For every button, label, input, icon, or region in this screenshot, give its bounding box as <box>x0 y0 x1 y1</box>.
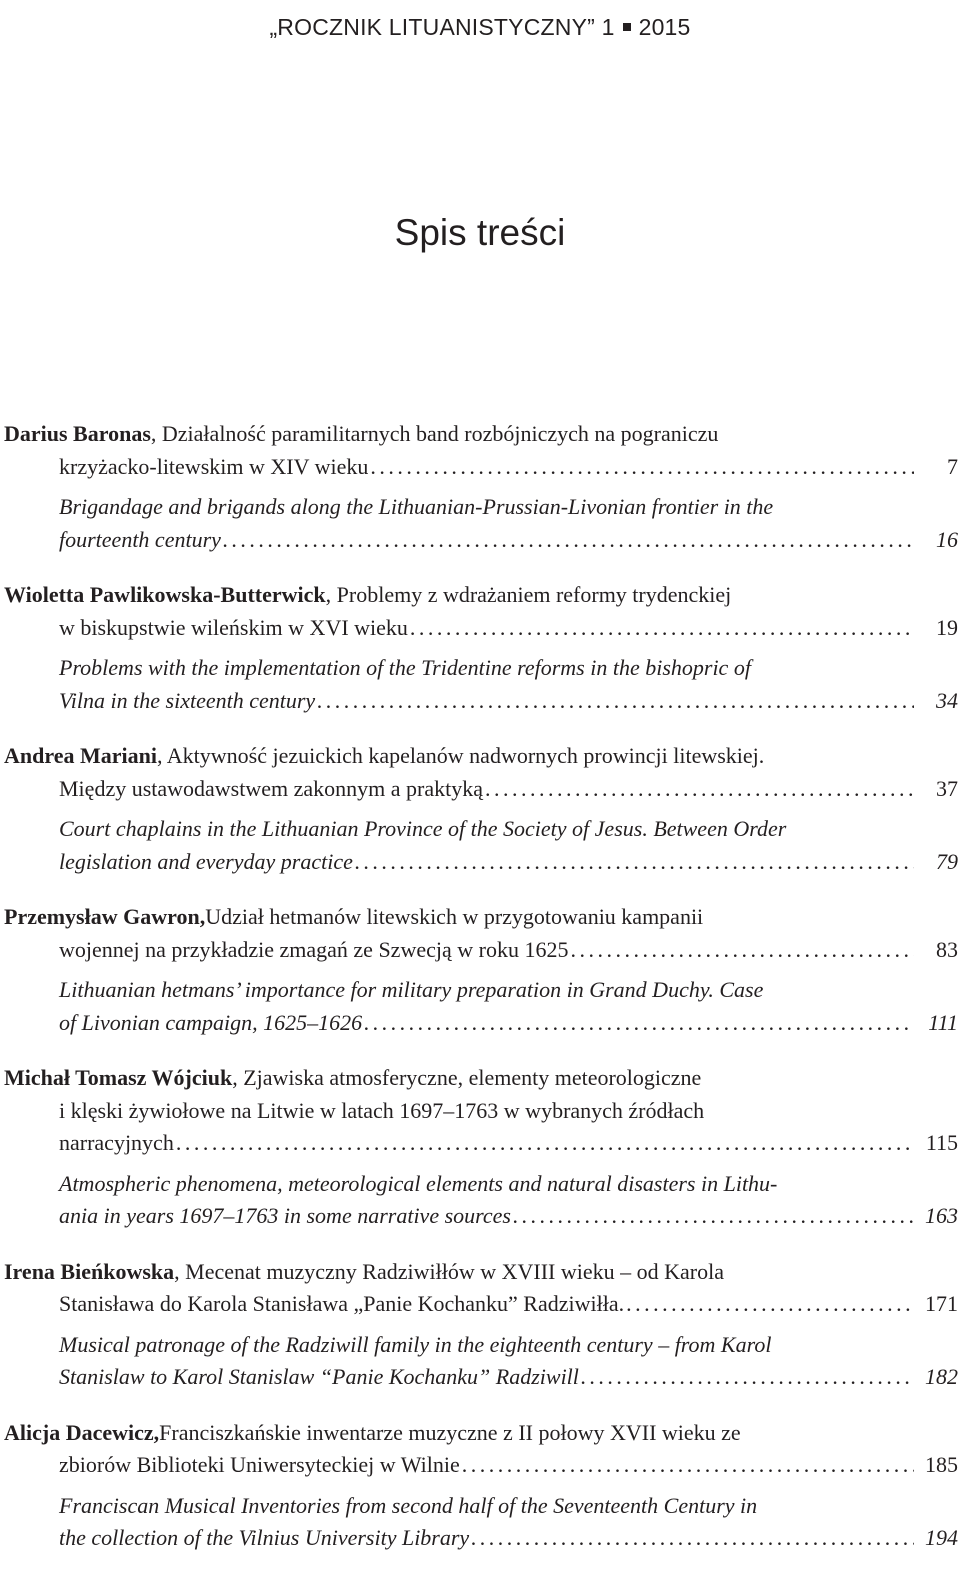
title-text: fourteenth century <box>59 526 221 552</box>
title-text: i klęski żywiołowe na Litwie w latach 1697–1763 w wybranych źródłach <box>59 1097 705 1123</box>
journal-title: „ROCZNIK LITUANISTYCZNY” 1 <box>269 14 615 40</box>
toc-line[interactable] <box>4 846 958 879</box>
page-number: 16 <box>936 526 958 552</box>
toc-line <box>4 1329 958 1362</box>
toc-line[interactable] <box>4 524 958 557</box>
title-text: Brigandage and brigands along the Lithuanian-Prussian-Livonian frontier in the <box>59 494 774 519</box>
toc-line <box>4 901 958 934</box>
toc-line[interactable] <box>4 1449 958 1482</box>
title-text: , Mecenat muzyczny Radziwiłłów w XVIII wieku – od Karola <box>174 1258 724 1284</box>
author-name: Alicja Dacewicz, <box>4 1419 160 1445</box>
dot-leader <box>570 934 914 967</box>
dot-leader <box>176 1127 914 1160</box>
toc-line[interactable] <box>4 1127 958 1160</box>
title-text: Franciszkańskie inwentarze muzyczne z II połowy XVII wieku ze <box>159 1419 741 1445</box>
dot-leader <box>513 1200 914 1233</box>
page-number: 7 <box>947 453 958 479</box>
dot-leader <box>471 1522 914 1555</box>
page-number: 19 <box>936 614 958 640</box>
title-text: , Zjawiska atmosferyczne, elementy meteorologiczne <box>232 1065 702 1090</box>
toc-entry <box>4 579 958 717</box>
page-number: 34 <box>936 687 958 713</box>
running-head <box>0 14 960 41</box>
toc-line[interactable] <box>4 1288 958 1321</box>
title-text: , Problemy z wdrażaniem reformy trydenckiej <box>325 582 732 607</box>
toc-line[interactable] <box>4 1522 958 1555</box>
toc-entry <box>4 1062 958 1233</box>
dot-leader <box>364 1007 914 1040</box>
toc-line <box>4 491 958 524</box>
toc-line <box>4 1256 958 1289</box>
polish-title <box>4 579 958 644</box>
toc-line[interactable] <box>4 1361 958 1394</box>
page-number: 79 <box>936 848 958 874</box>
author-name: Przemysław Gawron, <box>4 904 206 929</box>
toc-line[interactable] <box>4 1007 958 1040</box>
english-title <box>4 491 958 556</box>
page-number: 185 <box>925 1452 958 1477</box>
toc-line[interactable] <box>4 451 958 484</box>
title-text: ania in years 1697–1763 in some narrative sources <box>59 1203 511 1228</box>
page-number: 37 <box>936 775 958 801</box>
author-name: Andrea Mariani <box>4 743 157 768</box>
page-number: 163 <box>925 1203 958 1228</box>
page-number: 115 <box>925 1130 958 1155</box>
author-name: Wioletta Pawlikowska-Butterwick <box>4 582 326 607</box>
toc-line <box>4 1062 958 1095</box>
title-text: the collection of the Vilnius University Library <box>59 1525 470 1550</box>
dot-leader <box>355 846 914 879</box>
english-title <box>4 652 958 717</box>
title-text: Court chaplains in the Lithuanian Province of the Society of Jesus. Between Order <box>59 816 787 841</box>
toc-entry <box>4 740 958 878</box>
toc-line <box>4 652 958 685</box>
title-text: zbiorów Biblioteki Uniwersyteckiej w Wilnie <box>59 1452 460 1477</box>
title-text: , Działalność paramilitarnych band rozbójniczych na pograniczu <box>150 421 719 446</box>
title-text: , Aktywność jezuickich kapelanów nadwornych prowincji litewskiej. <box>156 743 765 768</box>
toc-line <box>4 974 958 1007</box>
toc-entry <box>4 1256 958 1394</box>
dot-leader <box>370 451 914 484</box>
title-text: Stanislaw to Karol Stanislaw “Panie Kochanku” Radziwill <box>59 1364 579 1389</box>
toc-line[interactable] <box>4 773 958 806</box>
toc-line[interactable] <box>4 612 958 645</box>
toc-entry <box>4 1417 958 1555</box>
square-bullet-icon <box>623 23 631 31</box>
title-text: Problems with the implementation of the Tridentine reforms in the bishopric of <box>59 655 751 680</box>
author-name: Irena Bieńkowska <box>4 1258 175 1284</box>
polish-title <box>4 418 958 483</box>
table-of-contents <box>4 418 958 1578</box>
toc-line[interactable] <box>4 934 958 967</box>
polish-title <box>4 740 958 805</box>
english-title <box>4 813 958 878</box>
english-title <box>4 1329 958 1394</box>
page-number: 182 <box>925 1364 958 1389</box>
toc-line <box>4 740 958 773</box>
toc-line <box>4 1095 958 1128</box>
toc-line <box>4 1417 958 1450</box>
toc-line <box>4 579 958 612</box>
polish-title <box>4 1256 958 1321</box>
dot-leader <box>410 612 914 645</box>
title-text: krzyżacko-litewskim w XIV wieku <box>59 453 369 479</box>
dot-leader <box>626 1288 914 1321</box>
journal-year: 2015 <box>638 14 691 40</box>
dot-leader <box>223 524 914 557</box>
author-name: Michał Tomasz Wójciuk <box>4 1065 233 1090</box>
dot-leader <box>485 773 914 806</box>
title-text: legislation and everyday practice <box>59 848 353 874</box>
title-text: narracyjnych <box>59 1130 174 1155</box>
title-text: Udział hetmanów litewskich w przygotowaniu kampanii <box>205 904 704 929</box>
english-title <box>4 1490 958 1555</box>
title-text: wojennej na przykładzie zmagań ze Szwecją w roku 1625 <box>59 936 569 962</box>
page-number: 83 <box>936 936 958 962</box>
title-text: Atmospheric phenomena, meteorological elements and natural disasters in Lithu- <box>59 1170 778 1196</box>
polish-title <box>4 1417 958 1482</box>
dot-leader <box>462 1449 914 1482</box>
dot-leader <box>581 1361 914 1394</box>
polish-title <box>4 1062 958 1160</box>
title-text: Franciscan Musical Inventories from second half of the Seventeenth Century in <box>59 1492 758 1518</box>
title-text: of Livonian campaign, 1625–1626 <box>59 1009 363 1035</box>
toc-entry <box>4 418 958 556</box>
toc-line <box>4 1490 958 1523</box>
toc-line[interactable] <box>4 1200 958 1233</box>
title-text: Stanisława do Karola Stanisława „Panie Kochanku” Radziwiłła. <box>59 1291 625 1316</box>
page-title: Spis treści <box>394 212 566 253</box>
toc-line <box>4 418 958 451</box>
toc-line[interactable] <box>4 685 958 718</box>
toc-line <box>4 1168 958 1201</box>
page-number: 111 <box>928 1009 958 1035</box>
author-name: Darius Baronas <box>4 421 151 446</box>
title-text: Musical patronage of the Radziwill family in the eighteenth century – from Karol <box>59 1331 772 1357</box>
english-title <box>4 974 958 1039</box>
page-number: 194 <box>925 1525 958 1550</box>
polish-title <box>4 901 958 966</box>
toc-entry <box>4 901 958 1039</box>
title-text: w biskupstwie wileńskim w XVI wieku <box>59 614 408 640</box>
dot-leader <box>317 685 914 718</box>
title-text: Vilna in the sixteenth century <box>59 687 316 713</box>
toc-line <box>4 813 958 846</box>
english-title <box>4 1168 958 1233</box>
page-number: 171 <box>925 1291 958 1316</box>
title-text: Lithuanian hetmans’ importance for military preparation in Grand Duchy. Case <box>59 977 764 1002</box>
title-text: Między ustawodawstwem zakonnym a praktyką <box>59 775 483 801</box>
